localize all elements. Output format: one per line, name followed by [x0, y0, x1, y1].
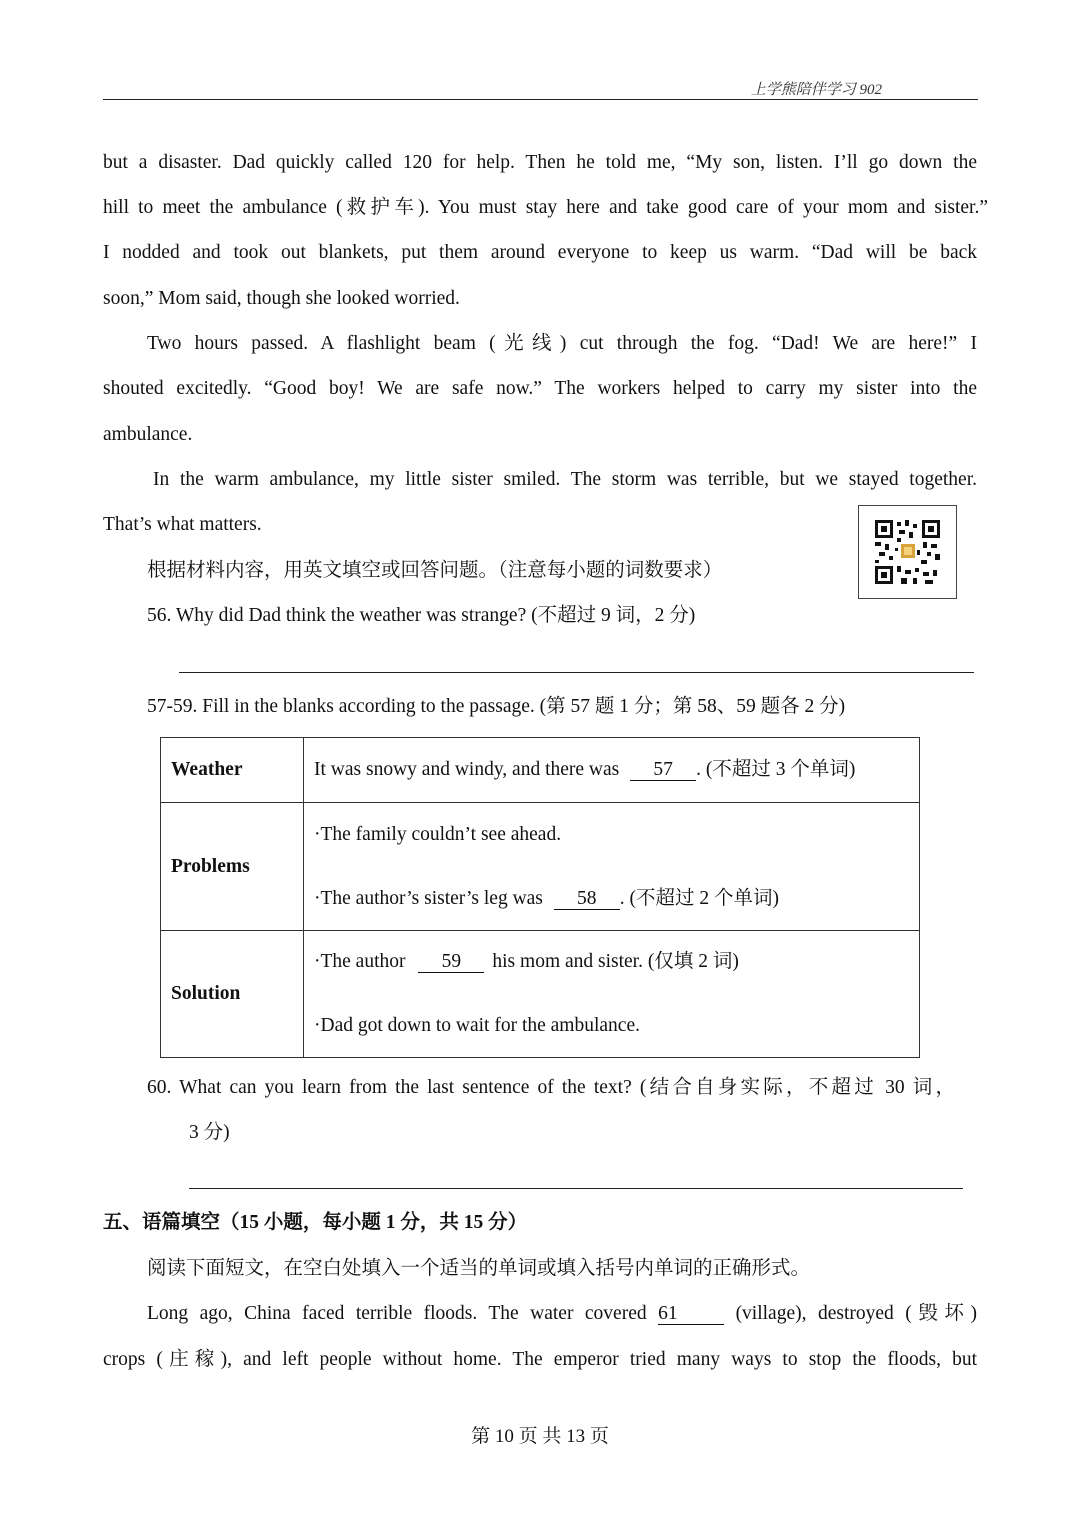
solution-cell	[304, 931, 920, 1058]
table-row-weather	[161, 738, 920, 803]
blank-61[interactable]: 61	[658, 1304, 724, 1325]
section-5-title: 五、语篇填空（15 小题，每小题 1 分，共 15 分）	[103, 1212, 528, 1233]
qr-code	[858, 505, 957, 599]
page-number: 第 10 页 共 13 页	[471, 1426, 609, 1447]
passage-line-1: but a disaster. Dad quickly called 120 for help. Then he told me, “My son, listen. I’ll go down the	[103, 152, 977, 173]
answer-line-56[interactable]	[179, 672, 974, 673]
fill-in-table	[160, 737, 920, 1058]
problems-note: . (不超过 2 个单词)	[619, 887, 780, 909]
weather-cell	[304, 738, 920, 803]
problems-line-1: ·The family couldn’t see ahead.	[314, 823, 562, 845]
blank-57[interactable]: 57	[630, 760, 696, 781]
question-60: 60. What can you learn from the last sentence of the text? (结合自身实际，不超过 30 词，	[147, 1077, 955, 1098]
exercise-instruction: 根据材料内容，用英文填空或回答问题。（注意每小题的词数要求）	[147, 560, 723, 581]
table-row-problems	[161, 803, 920, 931]
question-56: 56. Why did Dad think the weather was strange? (不超过 9 词，2 分)	[147, 605, 696, 626]
question-57-59: 57-59. Fill in the blanks according to the passage. (第 57 题 1 分；第 58、59 题各 2 分)	[147, 696, 846, 717]
answer-line-60[interactable]	[189, 1188, 963, 1189]
section-5-line-1	[147, 1302, 977, 1326]
passage-line-9: That’s what matters.	[103, 514, 262, 535]
section-5-line-2: crops (庄稼), and left people without home. The emperor tried many ways to stop the floods, but	[103, 1349, 977, 1370]
passage-line-8: In the warm ambulance, my little sister smiled. The storm was terrible, but we stayed together.	[153, 469, 977, 490]
row-label-weather: Weather	[161, 738, 304, 803]
passage-line-3: I nodded and took out blankets, put them around everyone to keep us warm. “Dad will be back	[103, 242, 977, 263]
passage-line-5: Two hours passed. A flashlight beam (光线) cut through the fog. “Dad! We are here!” I	[147, 333, 977, 354]
row-label-solution: Solution	[161, 931, 304, 1058]
row-label-problems: Problems	[161, 803, 304, 931]
passage-line-7: ambulance.	[103, 424, 193, 445]
blank-58[interactable]: 58	[554, 889, 620, 910]
solution-line-1-rest: his mom and sister. (仅填 2 词)	[492, 951, 739, 972]
weather-note: . (不超过 3 个单词)	[696, 759, 856, 780]
section-5-line-1-text: Long ago, China faced terrible floods. The water covered	[147, 1303, 647, 1324]
question-60-score: 3 分)	[189, 1122, 230, 1143]
qr-code-icon	[875, 520, 940, 584]
problems-cell	[304, 803, 920, 931]
solution-line-2: ·Dad got down to wait for the ambulance.	[314, 1015, 640, 1036]
header-divider	[103, 99, 978, 100]
blank-59[interactable]: 59	[418, 952, 484, 973]
solution-line-1-text: ·The author	[314, 951, 406, 972]
section-5-instruction: 阅读下面短文，在空白处填入一个适当的单词或填入括号内单词的正确形式。	[147, 1258, 811, 1279]
passage-line-6: shouted excitedly. “Good boy! We are safe now.” The workers helped to carry my sister into the	[103, 378, 977, 399]
section-5-line-1-rest: (village), destroyed (毁坏)	[735, 1303, 977, 1324]
header-note: 上学熊陪伴学习 902	[750, 82, 882, 98]
table-row-solution	[161, 931, 920, 1058]
passage-line-4: soon,” Mom said, though she looked worried.	[103, 288, 460, 309]
weather-text: It was snowy and windy, and there was	[314, 759, 620, 780]
problems-line-2-text: ·The author’s sister’s leg was	[314, 887, 543, 909]
passage-line-2: hill to meet the ambulance (救护车). You must stay here and take good care of your mom and sister.”	[103, 197, 988, 218]
